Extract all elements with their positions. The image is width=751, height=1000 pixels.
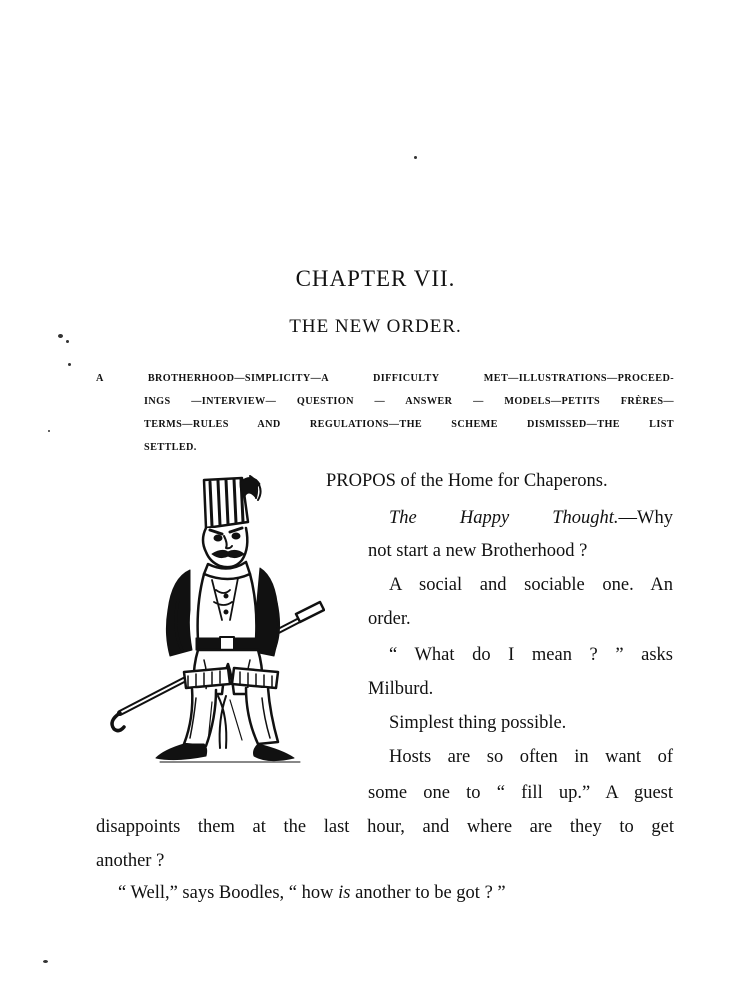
paragraph-line: Milburd.	[368, 679, 434, 699]
paragraph-line	[118, 883, 506, 904]
scan-speck	[414, 156, 417, 159]
scan-speck	[66, 340, 69, 343]
illustration-figure-with-cane	[100, 470, 325, 770]
text-run: —Why	[618, 508, 673, 528]
synopsis-line: SETTLED.	[144, 442, 197, 453]
paragraph-line	[389, 508, 673, 529]
chapter-title: CHAPTER VII.	[295, 266, 456, 291]
text-run: “ Well,” says Boodles, “ how	[118, 883, 339, 903]
paragraph-line: “ What do I mean ? ” asks	[389, 645, 673, 665]
chapter-synopsis	[96, 367, 674, 459]
synopsis-line: TERMS—RULES AND REGULATIONS—THE SCHEME DISMISSED—THE LIST	[144, 419, 674, 430]
paragraph-line: Simplest thing possible.	[389, 713, 567, 733]
synopsis-line: A BROTHERHOOD—SIMPLICITY—A DIFFICULTY MET—ILLUSTRATIONS—PROCEED-	[96, 373, 674, 384]
paragraph-line: Hosts are so often in want of	[389, 747, 673, 767]
paragraph-line: disappoints them at the last hour, and where are they to get	[96, 817, 674, 837]
scan-speck	[58, 334, 63, 338]
scan-speck	[68, 363, 71, 366]
synopsis-line: INGS —INTERVIEW— QUESTION — ANSWER — MODELS—PETITS FRÈRES—	[144, 396, 674, 407]
scan-speck	[48, 430, 50, 432]
chapter-subtitle: THE NEW ORDER.	[289, 316, 462, 337]
paragraph-line: not start a new Brotherhood ?	[368, 541, 588, 561]
scan-speck	[43, 960, 48, 963]
paragraph-line: PROPOS of the Home for Chaperons.	[326, 471, 608, 491]
paragraph-line: order.	[368, 609, 411, 629]
paragraph-line: another ?	[96, 851, 165, 871]
italic-phrase: The Happy Thought.	[389, 508, 619, 528]
italic-word: is	[338, 883, 351, 903]
paragraph-line: some one to “ fill up.” A guest	[368, 783, 673, 803]
text-run: another to be got ? ”	[350, 883, 506, 903]
paragraph-line: A social and sociable one. An	[389, 575, 673, 595]
